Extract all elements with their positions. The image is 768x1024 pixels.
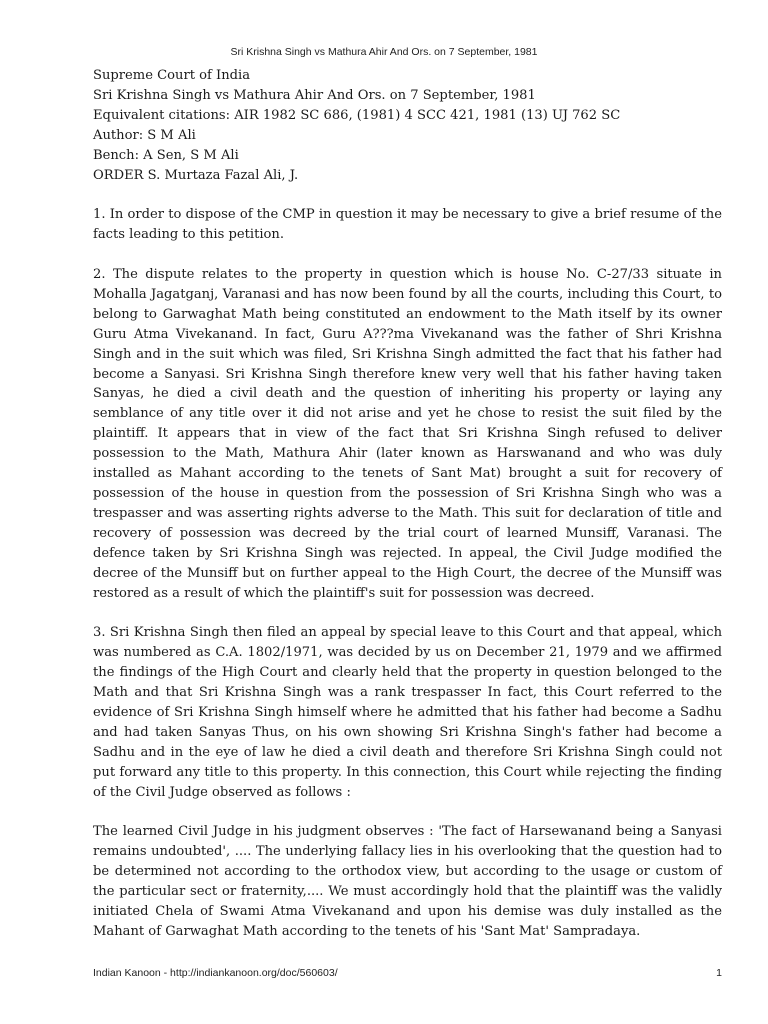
page-number: 1 [716,967,722,979]
source-link[interactable]: Indian Kanoon - http://indiankanoon.org/doc/560603/ [93,967,338,979]
document-body [93,66,722,942]
order-line: ORDER S. Murtaza Fazal Ali, J. [93,167,299,183]
case-metadata [93,66,722,185]
quoted-observation: The learned Civil Judge in his judgment observes : 'The fact of Harsewanand being a Sanyasi remains undoubted', .... The underlying fallacy lies in his overlooking that the question had to be determined not according to the orthodox view, but according to the usage or custom of the particular sect or fraternity,.... We must accordingly hold that the plaintiff was the validly initiated Chela of Swami Atma Vivekanand and upon his demise was duly installed as the Mahant of Garwaghat Math according to the tenets of his 'Sant Mat' Sampradaya. [93,824,722,939]
paragraph-1: 1. In order to dispose of the CMP in question it may be necessary to give a brief resume of the facts leading to this petition. [93,207,722,243]
author-line: Author: S M Ali [93,127,196,143]
equivalent-citations: Equivalent citations: AIR 1982 SC 686, (1981) 4 SCC 421, 1981 (13) UJ 762 SC [93,107,621,123]
paragraph-3: 3. Sri Krishna Singh then filed an appeal by special leave to this Court and that appeal, which was numbered as C.A. 1802/1971, was decided by us on December 21, 1979 and we affirmed the findings of the High Court and clearly held that the property in question belonged to the Math and that Sri Krishna Singh was a rank trespasser In fact, this Court referred to the evidence of Sri Krishna Singh himself where he admitted that his father had become a Sadhu and had taken Sanyas Thus, on his own showing Sri Krishna Singh's father had become a Sadhu and in the eye of law he died a civil death and therefore Sri Krishna Singh could not put forward any title to this property. In this connection, this Court while rejecting the finding of the Civil Judge observed as follows : [93,625,722,800]
running-header: Sri Krishna Singh vs Mathura Ahir And Ors. on 7 September, 1981 [230,46,538,58]
paragraph-2: 2. The dispute relates to the property in question which is house No. C-27/33 situate in Mohalla Jagatganj, Varanasi and has now been found by all the courts, including this Court, to belong to Garwaghat Math being constituted an endowment to the Math itself by its owner Guru Atma Vivekanand. In fact, Guru A???ma Vivekanand was the father of Shri Krishna Singh and in the suit which was filed, Sri Krishna Singh admitted the fact that his father had become a Sanyasi. Sri Krishna Singh therefore knew very well that his father having taken Sanyas, he died a civil death and the question of inheriting his property or laying any semblance of any title over it did not arise and yet he chose to resist the suit filed by the plaintiff. It appears that in view of the fact that Sri Krishna Singh refused to deliver possession to the Math, Mathura Ahir (later known as Harswanand and who was duly installed as Mahant according to the tenets of Sant Mat) brought a suit for recovery of possession of the house in question from the possession of Sri Krishna Singh who was a trespasser and was asserting rights adverse to the Math. This suit for declaration of title and recovery of possession was decreed by the trial court of learned Munsiff, Varanasi. The defence taken by Sri Krishna Singh was rejected. In appeal, the Civil Judge modified the decree of the Munsiff but on further appeal to the High Court, the decree of the Munsiff was restored as a result of which the plaintiff's suit for possession was decreed. [93,267,722,601]
court-name: Supreme Court of India [93,68,251,83]
case-title: Sri Krishna Singh vs Mathura Ahir And Ors. on 7 September, 1981 [93,87,536,103]
bench-line: Bench: A Sen, S M Ali [93,147,239,163]
